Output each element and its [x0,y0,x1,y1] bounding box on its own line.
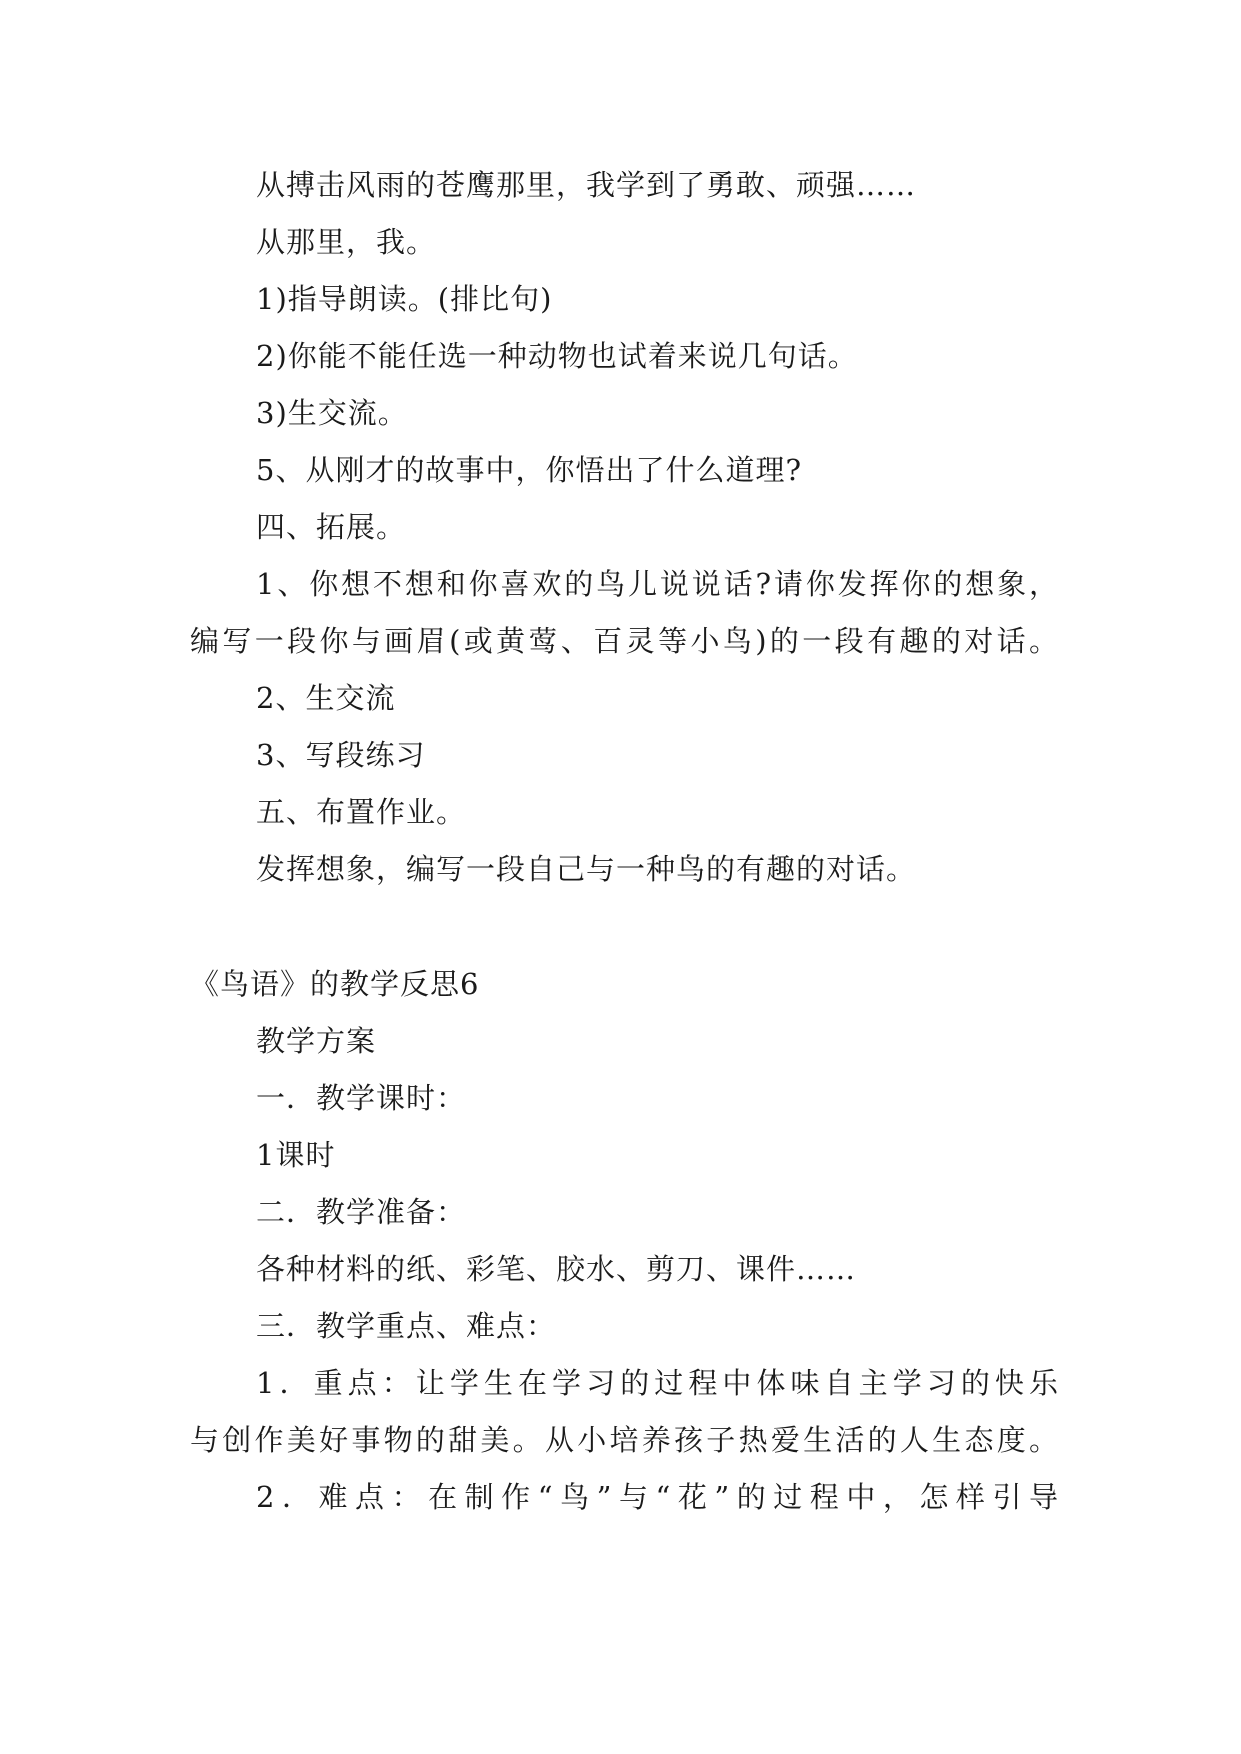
section-heading: 三．教学重点、难点： [256,1309,557,1343]
paragraph-line: 编写一段你与画眉(或黄莺、百灵等小鸟)的一段有趣的对话。 [190,624,1058,658]
paragraph-line: 与创作美好事物的甜美。从小培养孩子热爱生活的人生态度。 [190,1423,1058,1457]
paragraph-line: 2、生交流 [256,681,396,715]
paragraph-line: 1、你想不想和你喜欢的鸟儿说说话?请你发挥你的想象， [256,567,1058,601]
section-heading: 教学方案 [256,1024,377,1058]
section-heading: 五、布置作业。 [256,795,467,829]
paragraph-line: 1)指导朗读。(排比句) [256,282,553,316]
section-heading: 一．教学课时： [256,1081,467,1115]
paragraph-line: 3、写段练习 [256,738,426,772]
document-title: 《鸟语》的教学反思6 [190,967,480,1001]
paragraph-line: 从那里，我。 [256,225,437,259]
section-heading: 二．教学准备： [256,1195,467,1229]
paragraph-line: 3)生交流。 [256,396,408,430]
paragraph-line: 1课时 [256,1138,336,1172]
paragraph-line: 各种材料的纸、彩笔、胶水、剪刀、课件…… [256,1252,857,1286]
paragraph-line: 2)你能不能任选一种动物也试着来说几句话。 [256,339,858,373]
paragraph-line: 发挥想象，编写一段自己与一种鸟的有趣的对话。 [256,852,917,886]
section-heading: 四、拓展。 [256,510,407,544]
paragraph-line: 2．难点：在制作“鸟”与“花”的过程中，怎样引导 [256,1480,1058,1514]
paragraph-line: 5、从刚才的故事中，你悟出了什么道理? [256,453,802,487]
paragraph-line: 从搏击风雨的苍鹰那里，我学到了勇敢、顽强…… [256,168,917,202]
paragraph-line: 1．重点：让学生在学习的过程中体味自主学习的快乐 [256,1366,1058,1400]
